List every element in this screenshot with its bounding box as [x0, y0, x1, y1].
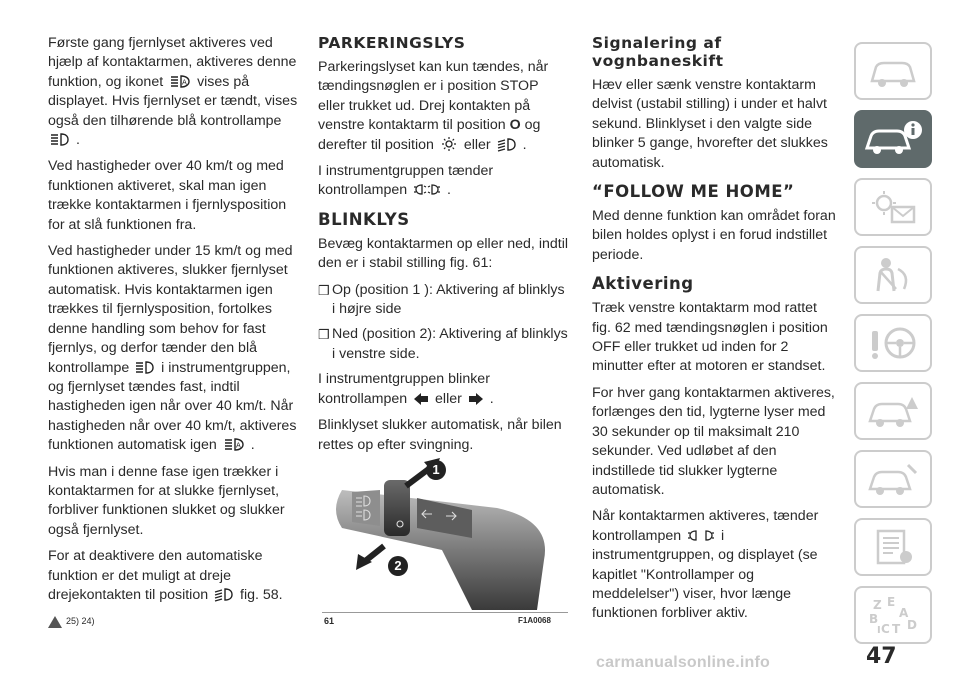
- paragraph: Ved hastigheder over 40 km/t og med funktionen aktiveret, skal man igen trække kontaktarmen i fjernlysposition for at slå funktionen fra.: [48, 158, 287, 233]
- car-dashboard-icon: [866, 51, 920, 91]
- heading-turn-signals: BLINKLYS: [318, 209, 410, 229]
- auto-high-beam-icon: [169, 74, 191, 89]
- svg-text:A: A: [182, 78, 187, 87]
- seatbelt-icon: [866, 255, 920, 295]
- document-settings-icon: [866, 527, 920, 567]
- list-item: ❒ Op (position 1 ): Aktivering af blinklys i højre side: [318, 281, 568, 320]
- warning-note: 25) 24): [48, 612, 300, 631]
- column-3: [592, 34, 838, 631]
- index-letter: Z: [873, 598, 882, 612]
- steering-wheel-key-icon: [866, 323, 920, 363]
- low-beam-icon: [497, 137, 517, 152]
- tab-index[interactable]: [854, 586, 932, 644]
- paragraph: Når kontaktarmen aktiveres, tænder kontrollampen i instrumentgruppen, og displayet (se kapitlet "Kontrollamper og meddelelser") viser, hvor længe funktionen forbliver aktiv.: [592, 508, 819, 622]
- right-arrow-icon: [468, 392, 484, 406]
- paragraph: I instrumentgruppen tænder kontrollampen .: [318, 163, 494, 199]
- car-info-icon: [863, 118, 923, 160]
- paragraph: Bevæg kontaktarmen op eller ned, indtil den er i stabil stilling fig. 61:: [318, 235, 568, 272]
- car-warning-icon: [866, 391, 920, 431]
- chapter-sidebar: [854, 42, 932, 654]
- column-1: [48, 34, 300, 632]
- paragraph: I instrumentgruppen blinker kontrollampen eller .: [318, 371, 494, 407]
- tab-technical-data[interactable]: [854, 518, 932, 576]
- tab-starting-driving[interactable]: [854, 314, 932, 372]
- position-o-label: O: [509, 117, 521, 134]
- car-wrench-icon: [866, 459, 920, 499]
- tab-emergency[interactable]: [854, 382, 932, 440]
- list-item: ❒ Ned (position 2): Aktivering af blinklys i venstre side.: [318, 325, 568, 364]
- paragraph: For hver gang kontaktarmen aktiveres, forlænges den tid, lygterne lyser med 30 sekunder op til maksimalt 210 sekunder. Ved udløbet af den indstillede tid slukker lygterne automatisk.: [592, 384, 835, 498]
- tab-maintenance[interactable]: [854, 450, 932, 508]
- index-letter: E: [887, 595, 896, 609]
- heading-activation: Aktivering: [592, 274, 694, 294]
- index-letter: D: [907, 618, 917, 632]
- tab-know-your-car[interactable]: [854, 110, 932, 168]
- parking-light-sun-icon: [440, 136, 458, 152]
- page-number: 47: [866, 644, 897, 669]
- heading-follow-me-home: “FOLLOW ME HOME”: [592, 182, 795, 202]
- figure-61-stalk: [322, 450, 568, 632]
- index-letter: A: [899, 606, 909, 620]
- heading-parking-lights: PARKERINGSLYS: [318, 34, 466, 52]
- paragraph: Første gang fjernlyset aktiveres ved hjælp af kontaktarmen, aktiveres denne funktion, og ikonet A vises på displayet. Hvis fjernlyset er tændt, vises også den tilhørende blå kontrollampe .: [48, 35, 298, 149]
- tab-warning-lights[interactable]: [854, 178, 932, 236]
- index-letter: T: [892, 622, 901, 636]
- paragraph: For at deaktivere den automatiske funktion er det muligt at dreje drejekontakten til position fig. 58.: [48, 548, 283, 603]
- figure-code: F1A0068: [518, 616, 551, 625]
- position-lights-icon: [413, 182, 441, 197]
- low-beam-icon: [214, 587, 234, 602]
- watermark: carmanualsonline.info: [596, 654, 771, 671]
- checkbox-bullet: ❒: [318, 282, 330, 298]
- figure-divider: [322, 612, 568, 613]
- alphabet-index-icon: [863, 593, 923, 637]
- paragraph: Hvis man i denne fase igen trækker i kontaktarmen for at slukke fjernlyset, forbliver funktionen slukket og slukker også fjernlyset.: [48, 463, 285, 538]
- paragraph: Træk venstre kontaktarm mod rattet fig. 62 med tændingsnøglen i position OFF eller trukket ud inden for 2 minutter efter at motoren er standset.: [592, 300, 828, 375]
- tab-safety[interactable]: [854, 246, 932, 304]
- callout-2: 2: [388, 556, 408, 576]
- paragraph: Ved hastigheder under 15 km/t og med funktionen aktiveres, slukker fjernlyset automatisk. Hvis kontaktarmen igen trækkes til fjernlysposition, fortolkes denne handling som behov for fast fjernlys, og derfor tænder den blå kontrollampe i instrumentgruppen, og fjernlyset tændes fast, indtil hastigheden igen når over 40 km/t. Når hastigheden når over 40 km/t, aktiveres funktionen automatisk igen A .: [48, 243, 297, 454]
- tab-dashboard[interactable]: [854, 42, 932, 100]
- svg-text:A: A: [235, 441, 241, 450]
- warning-icon: [48, 616, 62, 628]
- column-2: [318, 34, 568, 462]
- callout-1: 1: [426, 460, 446, 480]
- index-letter: I: [877, 625, 881, 636]
- index-letter: C: [881, 622, 890, 636]
- follow-me-home-icon: [687, 528, 715, 543]
- paragraph: Hæv eller sænk venstre kontaktarm delvist (ustabil stilling) i under et halvt sekund. Blinklyset i den valgte side blinker 5 gange, hvorefter det slukkes automatisk.: [592, 77, 828, 171]
- warning-light-envelope-icon: [866, 187, 920, 227]
- left-arrow-icon: [413, 392, 429, 406]
- index-letter: B: [869, 612, 879, 626]
- high-beam-icon: [50, 132, 70, 147]
- heading-lane-change: Signalering af vognbaneskift: [592, 34, 724, 70]
- paragraph: Parkeringslyset kan kun tændes, når tændingsnøglen er i position STOP eller trukket ud. Drej kontakten på venstre kontaktarm til position O og derefter til position eller .: [318, 59, 549, 153]
- high-beam-icon: [135, 360, 155, 375]
- checkbox-bullet: ❒: [318, 327, 330, 343]
- paragraph: Med denne funktion kan området foran bilen holdes oplyst i en forud indstillet periode.: [592, 208, 836, 263]
- figure-number: 61: [324, 616, 335, 626]
- auto-high-beam-icon: [223, 437, 245, 452]
- paragraph: Blinklyset slukker automatisk, når bilen rettes op efter svingning.: [318, 417, 562, 453]
